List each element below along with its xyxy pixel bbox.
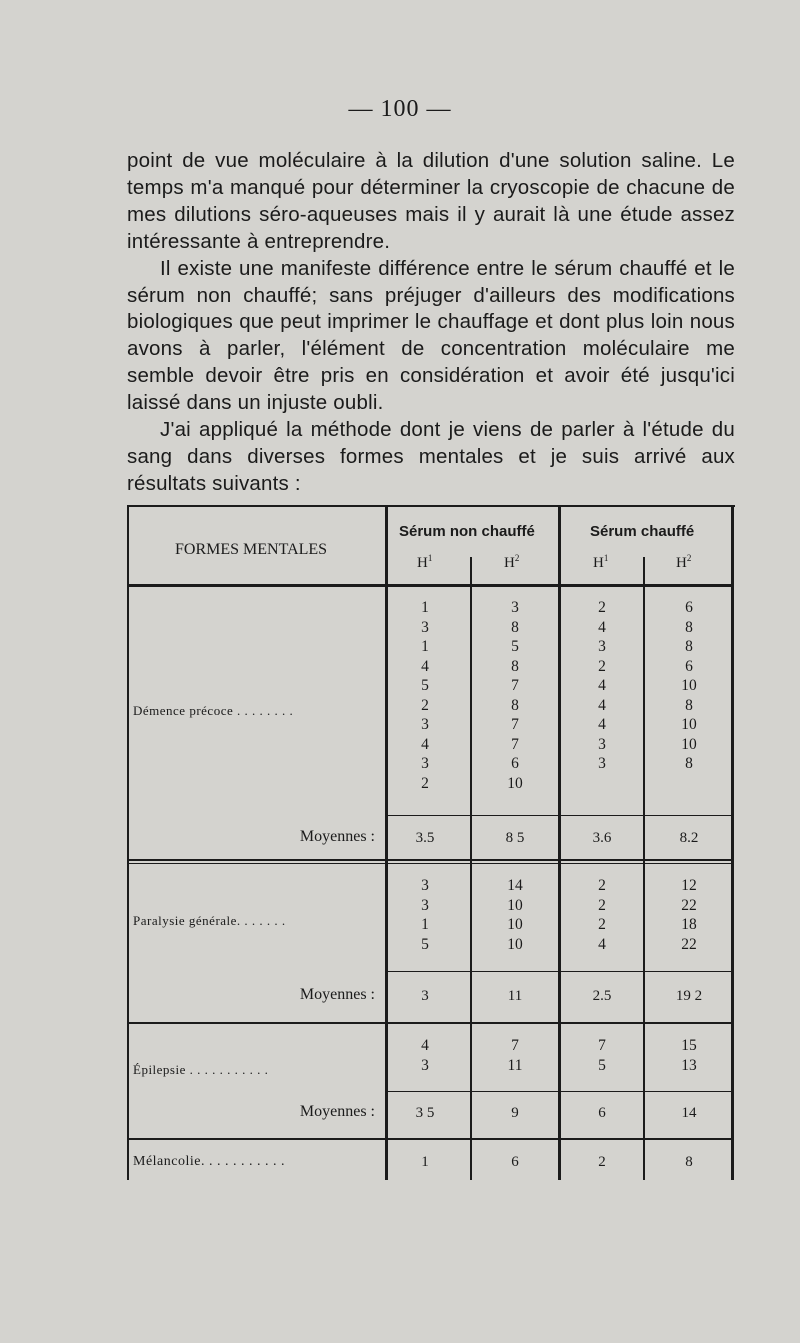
moy-h1-c: 3.6 — [592, 830, 612, 846]
moy-h1-c: 2.5 — [592, 988, 612, 1004]
group1-end-rule-2 — [127, 863, 731, 864]
col-h1-c: 2 4 3 2 4 4 4 3 3 — [598, 599, 606, 772]
chauffe-header: Sérum chauffé — [590, 523, 695, 540]
col-rule-4 — [643, 557, 645, 1180]
moy-h1-nc: 3 — [421, 988, 429, 1004]
group1-end-rule — [127, 859, 731, 861]
col-h1-nc: 1 3 1 4 5 2 3 4 3 2 — [421, 599, 429, 792]
col-rule-1 — [385, 507, 388, 1180]
col-h1-c: 7 5 — [598, 1037, 606, 1074]
page-number: — 100 — — [348, 96, 452, 122]
col-h2-nc: 14 10 10 10 — [507, 877, 523, 953]
moy-h1-nc: 3 5 — [415, 1105, 435, 1121]
paragraph: point de vue moléculaire à la dilution d'une solution saline. Le temps m'a manqué pour déterminer la cryoscopie de chacune de mes dilutions séro-aqueuses mais il y aurait là une étude assez intéressante à entreprendre. — [127, 149, 735, 253]
paragraph: J'ai appliqué la méthode dont je viens de parler à l'étude du sang dans diverses formes mentales et je suis arrivé aux résultats suivants : — [127, 418, 735, 495]
header-rule — [127, 584, 731, 587]
col-rule-2 — [470, 557, 472, 1180]
col-h2-c: 12 22 18 22 — [681, 877, 697, 953]
moy-h1-c: 6 — [598, 1105, 606, 1121]
group2-moy-rule — [388, 971, 731, 972]
results-table — [127, 505, 735, 1180]
group3-moy-rule — [388, 1091, 731, 1092]
group-label-melancolie: Mélancolie. . . . . . . . . . . — [133, 1154, 285, 1169]
col-rule-3 — [558, 507, 561, 1180]
group1-moy-rule — [388, 815, 731, 816]
group-label-epilepsie: Épilepsie . . . . . . . . . . . — [133, 1062, 269, 1077]
table-left-rule — [127, 505, 129, 1180]
col-h1-nc: 4 3 — [421, 1037, 429, 1074]
paragraph: Il existe une manifeste différence entre le sérum chauffé et le sérum non chauffé; sans préjuger d'ailleurs des modifications biologiques que peut imprimer le chauffage et dont plus loin nous avons à parler, l'élément de concentration moléculaire me semble devoir être pris en considération et avoir été jusqu'ici laissé dans un injuste oubli. — [127, 256, 735, 415]
table-top-rule — [127, 505, 735, 507]
non-chauffe-header: Sérum non chauffé — [399, 523, 535, 540]
melancolie-h2-c: 8 — [685, 1154, 693, 1170]
moy-h2-nc: 8 5 — [505, 830, 525, 846]
col-h1-nc: 3 3 1 5 — [421, 877, 429, 953]
moy-h1-nc: 3.5 — [415, 830, 435, 846]
melancolie-h2-nc: 6 — [511, 1154, 519, 1170]
melancolie-h1-c: 2 — [598, 1154, 606, 1170]
formes-header: FORMES MENTALES — [175, 541, 328, 558]
group-label-demence: Démence précoce . . . . . . . . — [133, 703, 294, 718]
melancolie-h1-nc: 1 — [421, 1154, 429, 1170]
body-text — [127, 148, 735, 498]
moyennes-label: Moyennes : — [299, 1103, 375, 1120]
h1-c-header: $H^1$ — [593, 553, 609, 571]
h2-nc-header: $H^2$ — [504, 553, 520, 571]
moy-h2-nc: 11 — [507, 988, 523, 1004]
h2-c-header: $H^2$ — [676, 553, 692, 571]
col-h2-nc: 3 8 5 8 7 8 7 7 6 10 — [507, 599, 523, 792]
table-right-rule — [731, 505, 734, 1180]
moy-h2-nc: 9 — [511, 1105, 519, 1121]
group2-end-rule — [127, 1022, 731, 1024]
moyennes-label: Moyennes : — [299, 828, 375, 845]
col-h2-c: 15 13 — [681, 1037, 697, 1074]
moy-h2-c: 8.2 — [679, 830, 699, 846]
group3-end-rule — [127, 1138, 731, 1140]
moyennes-label: Moyennes : — [299, 986, 375, 1003]
group-label-paralysie: Paralysie générale. . . . . . . — [133, 913, 286, 928]
h1-nc-header: $H^1$ — [417, 553, 433, 571]
col-h2-c: 6 8 8 6 10 8 10 10 8 — [681, 599, 697, 772]
col-h1-c: 2 2 2 4 — [598, 877, 606, 953]
moy-h2-c: 19 2 — [675, 988, 703, 1004]
col-h2-nc: 7 11 — [507, 1037, 523, 1074]
moy-h2-c: 14 — [681, 1105, 697, 1121]
